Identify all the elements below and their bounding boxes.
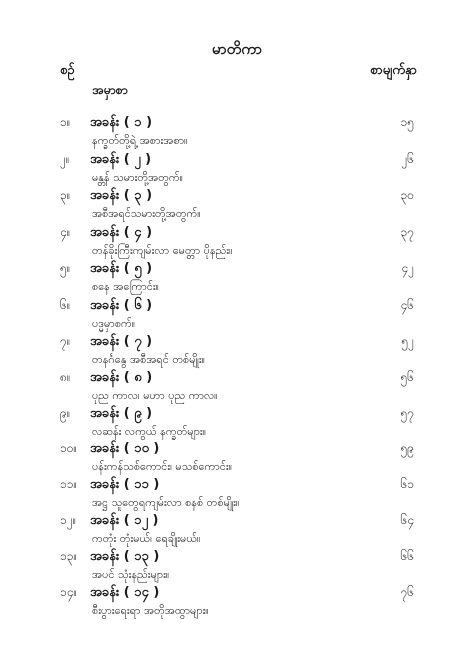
entry-number: ၁။ bbox=[60, 115, 71, 129]
entry-chapter: အခန်း ( ၃ ) bbox=[90, 188, 153, 203]
column-header-number: စဉ် bbox=[60, 63, 75, 78]
entry-subtitle: ပန်းကန်သစ်ကောင်း၊ မသစ်ကောင်း။ bbox=[92, 460, 233, 473]
entry-subtitle: မန္တန် သမားတို့အတွက်။ bbox=[92, 171, 184, 184]
toc-entry-11 bbox=[0, 476, 474, 512]
entry-subtitle: ပုည ကာလ၊ မဟာ ပုည ကာလ။ bbox=[92, 389, 218, 402]
entry-page-number: ၄၂ bbox=[401, 261, 414, 275]
entry-page-number: ၅၆ bbox=[400, 370, 414, 384]
entry-page-number: ၂၆ bbox=[401, 152, 414, 166]
entry-chapter: အခန်း ( ၅ ) bbox=[90, 261, 153, 276]
entry-chapter: အခန်း ( ၄ ) bbox=[90, 225, 153, 240]
entry-subtitle: စနေ အကြောင်း။ bbox=[92, 280, 159, 293]
entry-subtitle: အပင် သုံးနည်းများ။ bbox=[92, 568, 170, 581]
entry-chapter: အခန်း ( ၁၃ ) bbox=[90, 549, 160, 564]
entry-chapter: အခန်း ( ၆ ) bbox=[90, 298, 153, 313]
entry-number: ၅။ bbox=[60, 261, 71, 275]
page-title: မာတိကာ bbox=[211, 40, 263, 58]
toc-entry-2 bbox=[0, 151, 474, 187]
entry-subtitle: ကတုံး တုံးမယ်၊ ရေချိုးမယ်။ bbox=[92, 532, 201, 545]
entry-chapter: အခန်း ( ၂ ) bbox=[90, 152, 152, 167]
entry-subtitle: အဋ္ဌ သူတွေရကျမ်းလာ စနစ် တစ်မျိုး။ bbox=[92, 496, 240, 509]
entry-chapter: အခန်း ( ၈ ) bbox=[90, 370, 153, 385]
toc-entry-9 bbox=[0, 405, 474, 441]
entry-chapter: အခန်း ( ၇ ) bbox=[90, 334, 153, 349]
entry-subtitle: စီးပွားရေးရာ အတိုအထွာများ။ bbox=[92, 604, 209, 617]
entry-number: ၁၂။ bbox=[60, 513, 77, 527]
entry-chapter: အခန်း ( ၁၄ ) bbox=[90, 585, 160, 600]
toc-entry-6 bbox=[0, 297, 474, 333]
entry-page-number: ၅၇ bbox=[400, 406, 414, 420]
toc-entry-7 bbox=[0, 333, 474, 369]
entry-subtitle: တနင်္ဂနွေ အစီအရင် တစ်မျိုး။ bbox=[92, 353, 205, 366]
toc-intro-entry: အမှာစာ bbox=[92, 82, 128, 97]
entry-page-number: ၃၀ bbox=[400, 188, 414, 202]
entry-number: ၁၁။ bbox=[60, 477, 78, 491]
toc-entry-4 bbox=[0, 224, 474, 260]
entry-subtitle: ပဒ္မမှာစက်။ bbox=[92, 317, 136, 330]
toc-entry-14 bbox=[0, 584, 474, 620]
entry-number: ၁၀။ bbox=[60, 441, 78, 455]
entry-number: ၂။ bbox=[60, 152, 70, 166]
entry-page-number: ၆၆ bbox=[400, 549, 414, 563]
entry-number: ၉။ bbox=[60, 406, 71, 420]
entry-page-number: ၅၉ bbox=[400, 441, 414, 455]
toc-entry-3 bbox=[0, 187, 474, 223]
entry-page-number: ၆၄ bbox=[400, 513, 414, 527]
entry-number: ၈။ bbox=[60, 370, 71, 384]
entry-number: ၆။ bbox=[60, 298, 71, 312]
entry-page-number: ၅၂ bbox=[401, 334, 414, 348]
entry-page-number: ၇၆ bbox=[400, 585, 414, 599]
entry-page-number: ၃၇ bbox=[400, 225, 414, 239]
entry-chapter: အခန်း ( ၁၀ ) bbox=[90, 441, 160, 456]
entry-chapter: အခန်း ( ၁ ) bbox=[90, 115, 153, 130]
toc-entry-12 bbox=[0, 512, 474, 548]
entry-chapter: အခန်း ( ၁၂ ) bbox=[90, 513, 159, 528]
entry-page-number: ၆၁ bbox=[400, 477, 414, 491]
entry-subtitle: အစီအရင်သမားတို့အတွက်။ bbox=[92, 207, 201, 220]
entry-number: ၁၄။ bbox=[60, 585, 78, 599]
entry-subtitle: တန်ခိုးကြီးကျမ်းလာ မေတ္တာ ပိုနည်း။ bbox=[92, 244, 233, 257]
entry-page-number: ၄၆ bbox=[400, 298, 414, 312]
toc-entry-8 bbox=[0, 369, 474, 405]
entry-number: ၁၃။ bbox=[60, 549, 78, 563]
entry-number: ၄။ bbox=[60, 225, 71, 239]
toc-entry-1 bbox=[0, 114, 474, 150]
toc-entry-5 bbox=[0, 260, 474, 296]
entry-page-number: ၁၅ bbox=[400, 115, 414, 129]
entry-subtitle: လဆန်း လကွယ် နက္ခတ်များ။ bbox=[92, 425, 207, 438]
entry-subtitle: နက္ခတ်တို့ရဲ့ အစားအစာ။ bbox=[92, 134, 188, 147]
entry-chapter: အခန်း ( ၉ ) bbox=[90, 406, 153, 421]
entry-number: ၇။ bbox=[60, 334, 71, 348]
toc-entry-13 bbox=[0, 548, 474, 584]
entry-chapter: အခန်း ( ၁၁ ) bbox=[90, 477, 160, 492]
entry-number: ၃။ bbox=[60, 188, 71, 202]
toc-entry-10 bbox=[0, 440, 474, 476]
column-header-page: စာမျက်နှာ bbox=[370, 63, 417, 78]
